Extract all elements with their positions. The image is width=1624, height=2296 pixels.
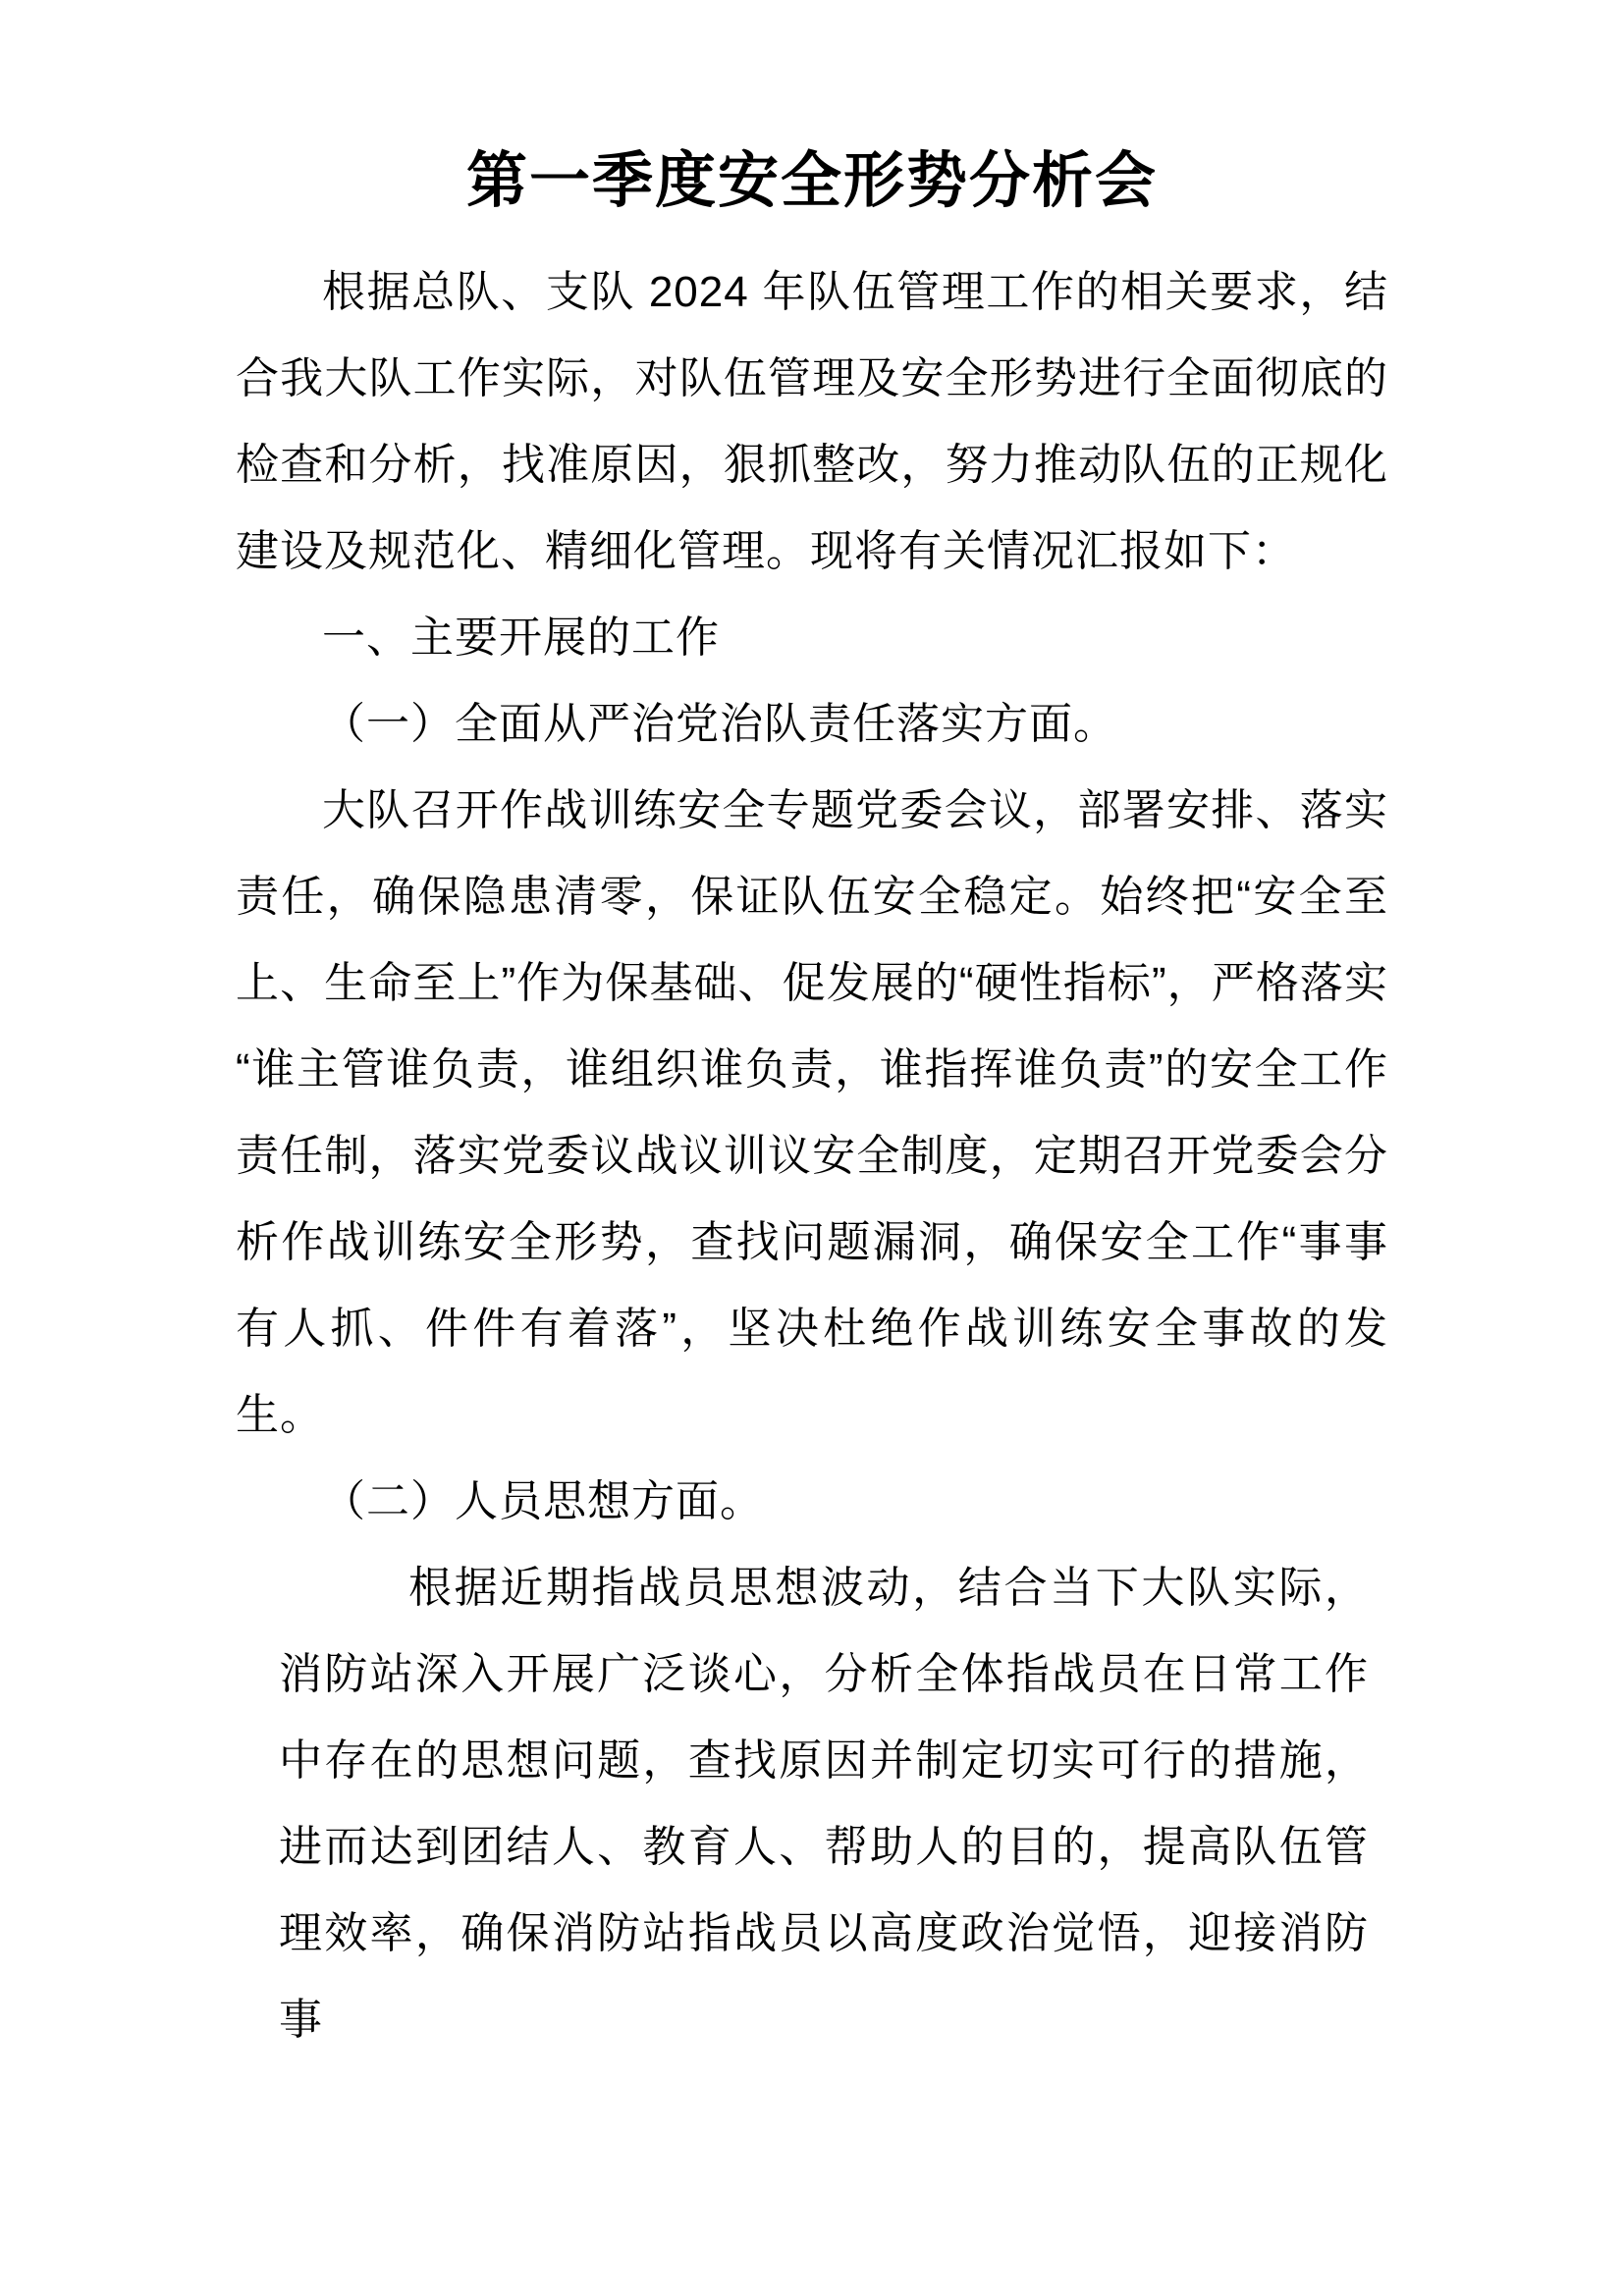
- document-title: 第一季度安全形势分析会: [465, 147, 1158, 215]
- paragraph-intro: 根据总队、支队 2024 年队伍管理工作的相关要求，结合我大队工作实际，对队伍管理及安全形势进行全面彻底的检查和分析，找准原因，狠抓整改，努力推动队伍的正规化建设及规范化、精细化管理。现将有关情况汇报如下：: [236, 267, 1388, 575]
- subsection-heading-party-responsibility: （一）全面从严治党治队责任落实方面。: [322, 699, 1117, 748]
- section-heading-main-work: 一、主要开展的工作: [322, 613, 720, 662]
- paragraph-personnel-thought: 根据近期指战员思想波动，结合当下大队实际，消防站深入开展广泛谈心，分析全体指战员在日常工作中存在的思想问题，查找原因并制定切实可行的措施，进而达到团结人、教育人、帮助人的目的，提高队伍管理效率，确保消防站指战员以高度政治觉悟，迎接消防事: [279, 1563, 1369, 2044]
- paragraph-party-responsibility: 大队召开作战训练安全专题党委会议，部署安排、落实责任，确保隐患清零，保证队伍安全稳定。始终把“安全至上、生命至上”作为保基础、促发展的“硬性指标”，严格落实“谁主管谁负责，谁组织谁负责，谁指挥谁负责”的安全工作责任制，落实党委议战议训议安全制度，定期召开党委会分析作战训练安全形势，查找问题漏洞，确保安全工作“事事有人抓、件件有着落”，坚决杜绝作战训练安全事故的发生。: [236, 785, 1388, 1439]
- subsection-heading-personnel-thought: （二）人员思想方面。: [322, 1476, 764, 1525]
